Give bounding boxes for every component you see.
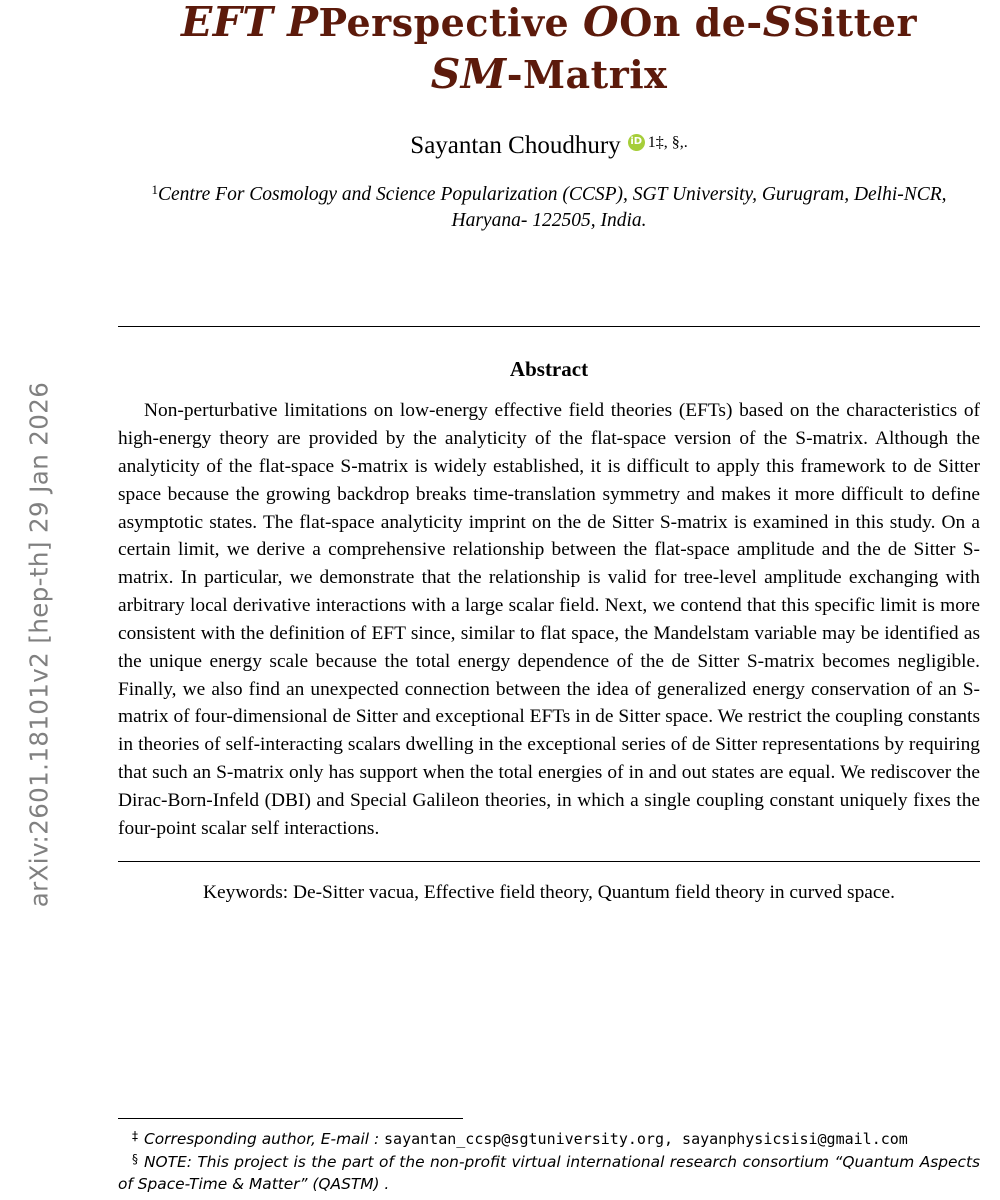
footnote-corresponding-text: Corresponding author, E-mail : bbox=[144, 1130, 385, 1149]
orcid-id-icon[interactable] bbox=[628, 134, 645, 151]
title-line-two bbox=[118, 48, 980, 100]
footnote-emails[interactable]: sayantan_ccsp@sgtuniversity.org, sayanphysicsisi@gmail.com bbox=[384, 1130, 908, 1149]
divider-top bbox=[118, 326, 980, 327]
divider-bottom bbox=[118, 861, 980, 862]
author-list bbox=[118, 131, 980, 161]
title-segment-eft: EFT bbox=[181, 0, 274, 46]
footnote-note bbox=[118, 1151, 980, 1196]
footnote-divider bbox=[118, 1118, 463, 1119]
title-segment-on: OOn bbox=[582, 0, 681, 46]
page-title bbox=[118, 0, 980, 101]
footnote-area bbox=[118, 1118, 980, 1196]
footnote-marker-dagger: ‡ bbox=[132, 1129, 138, 1144]
abstract-heading: Abstract bbox=[509, 357, 589, 382]
affiliation bbox=[118, 181, 980, 234]
arxiv-identifier-stamp: arXiv:2601.18101v2 [hep-th] 29 Jan 2026 bbox=[24, 381, 54, 908]
title-segment-desitter: de-SSitter bbox=[694, 0, 917, 46]
footnote-note-text: NOTE: This project is the part of the non-profit virtual international research consortium “Quantum Aspects of Space-Time & Matter” (QASTM) . bbox=[118, 1152, 980, 1194]
affiliation-text: Centre For Cosmology and Science Popularization (CCSP), SGT University, Gurugram, Delhi-NCR, Haryana- 122505, India. bbox=[157, 183, 947, 231]
author-affiliation-marks: 1‡, §,. bbox=[647, 133, 688, 151]
title-segment-perspective: PPerspective bbox=[287, 0, 570, 46]
keywords-line: Keywords: De-Sitter vacua, Effective field theory, Quantum field theory in curved space. bbox=[203, 882, 895, 904]
affiliation-marker: 1 bbox=[151, 181, 158, 197]
footnote-marker-section: § bbox=[132, 1151, 138, 1166]
author-name: Sayantan Choudhury bbox=[410, 131, 621, 159]
abstract-body: Non-perturbative limitations on low-energy effective field theories (EFTs) based on the characteristics of high-energy theory are provided by the analyticity of the flat-space version of the S-matrix. Although the analyticity of the flat-space S-matrix is widely established, it is difficult to apply this framework to de Sitter space because the growing backdrop breaks time-translation symmetry and makes it more difficult to define asymptotic states. The flat-space analyticity imprint on the de Sitter S-matrix is examined in this study. On a certain limit, we derive a comprehensive relationship between the flat-space amplitude and the de Sitter S-matrix. In particular, we demonstrate that the relationship is valid for tree-level amplitude exchanging with arbitrary local derivative interactions with a large scalar field. Next, we contend that this specific limit is more consistent with the definition of EFT since, similar to flat space, the Mandelstam variable may be identified as the unique energy scale because the total energy dependence of the de Sitter S-matrix becomes negligible. Finally, we also find an unexpected connection between the idea of generalized energy conservation of an S-matrix of four-dimensional de Sitter and exceptional EFTs in de Sitter space. We restrict the coupling constants in theories of self-interacting scalars dwelling in the exceptional series of de Sitter representations by requiring that such an S-matrix only has support when the total energies of in and out states are equal. We rediscover the Dirac-Born-Infeld (DBI) and Special Galileon theories, in which a single coupling constant uniquely fixes the four-point scalar self interactions. bbox=[118, 400, 980, 839]
title-segment-s: S bbox=[430, 50, 461, 99]
paper-content bbox=[118, 0, 980, 906]
title-segment-matrix: M-Matrix bbox=[460, 50, 668, 99]
footnote-corresponding-author bbox=[118, 1128, 980, 1151]
